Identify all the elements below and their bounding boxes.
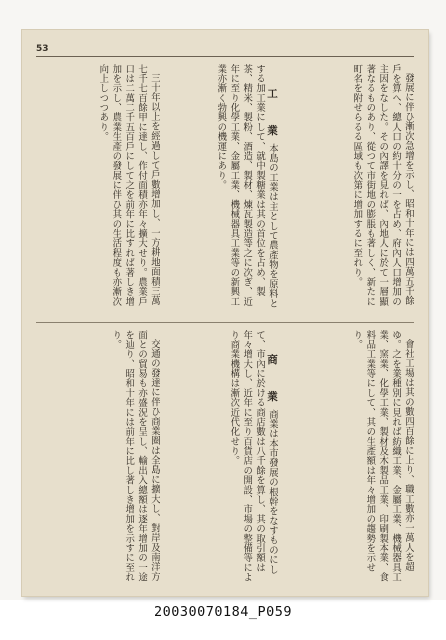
section-heading-commerce: 商 業 [266,354,278,410]
section-heading-industry: 工 業 [266,88,278,144]
page-number: 53 [36,44,49,54]
section-divider [36,322,414,323]
upper-column-2 [166,64,278,314]
image-caption: 20030070184_P059 [153,604,293,620]
document-page [22,30,428,596]
upper-column-3: 三十年以上を經過して戶數增加し、一方耕地面積三萬七千七百餘甲に達し、作付面積亦年々擴大せり。農業戶口は二萬二千五百戶にして之を前年に比すれば著しき增加を示し、農業生產の發展に伴ひ其の生活程度も亦漸次向上しつつあり。 [97,64,160,307]
header-rule [36,56,414,57]
upper-column-2-text: 本島の工業は主として農產物を原料とする加工業にして、就中製糖業は其の首位を占め、製茶、精米、製粉、酒造、製材、煉瓦製造等之に次ぎ、近年に至り化學工業、金屬工業、機械器具工業等の新興工業亦漸く勃興の機運にあり。 [215,64,278,309]
lower-column-2-text: 商業は本市發展の根幹をなすものにして、市內に於ける商店數は八千餘を算し、其の取引額は年々增大し、近年に至り百貨店の開設、市場の整備等により商業機構は漸次近代化せり。 [228,330,278,582]
upper-column-1: 發展に伴ひ漸次急增を示し、昭和十年には四萬五千餘戶を算へ、總人口の約十分の一を占め、府內人口增加の主因をなした。その內譯を見れば、內地人に於て一層顯著なるものあり、從つて市街地の膨脹も著しく、新たに町名を附せらるる區域も次第に增加するに至れり。 [351,64,414,307]
lower-column-1: 會社工場は其の數四百餘に上り、職工數亦一萬人を超ゆ。之を業種別に見れば紡織工業、金屬工業、機械器具工業、窯業、化學工業、製材及木製品工業、印刷製本業、食料品工業等にして、其の生產額は年々增加の趨勢を示せり。 [351,330,414,582]
lower-column-3: 交通の發達に伴ひ商業圈は全島に擴大し、對岸及南洋方面との貿易も亦盛況を呈し、輸出入總額は逐年增加の一途を辿り、昭和十年には前年に比し著しき增加を示すに至れり。 [110,330,160,582]
lower-column-2 [166,330,278,582]
